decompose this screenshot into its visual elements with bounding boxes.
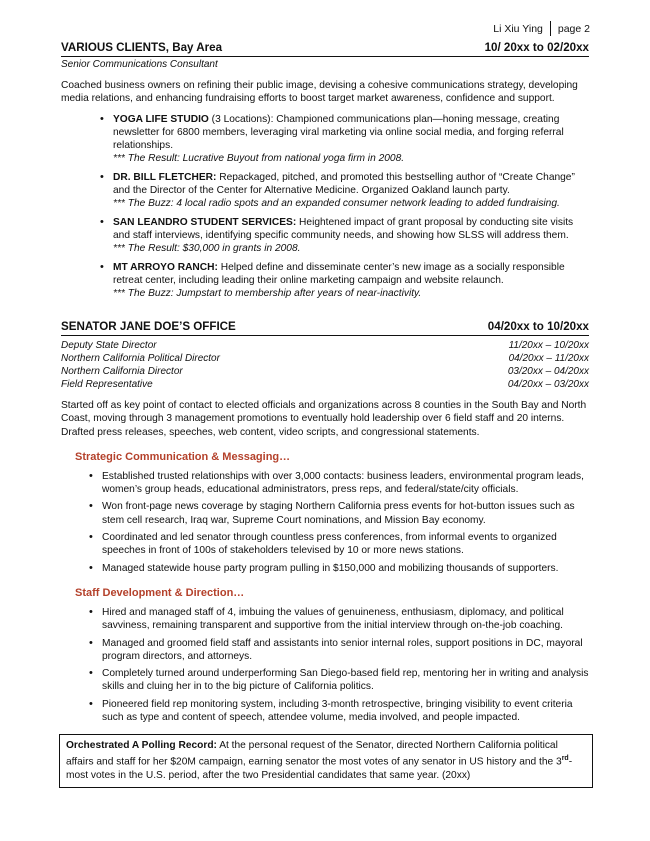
header-divider <box>550 21 551 36</box>
employer-name: SENATOR JANE DOE’S OFFICE <box>61 320 236 333</box>
job-summary: Started off as key point of contact to elected officials and organizations across 8 counties in the South Bay and North Coast, moving through 3 management promotions to eventually hold leadership over 6 field staff and 20 interns. Drafted press releases, speeches, web content, video scripts, and congressional statements. <box>61 400 587 438</box>
job-title: Senior Communications Consultant <box>61 59 218 70</box>
role-row <box>61 365 589 378</box>
client-text: Championed communications plan—honing message, creating newsletter for 6800 members, leveraging viral marketing via online social media, and forging referral relationships. <box>113 113 564 152</box>
client-name: MT ARROYO RANCH: <box>113 261 218 273</box>
client-item <box>61 113 589 166</box>
callout-text-end: -most votes in the U.S. period, after the two Presidential candidates that same year. (20xx) <box>66 756 573 781</box>
header-name: Li Xiu Ying <box>493 22 543 35</box>
callout-lead: Orchestrated A Polling Record: <box>66 740 217 751</box>
role-dates: 04/20xx – 03/20xx <box>507 379 589 390</box>
achievement-item: • Managed and groomed field staff and assistants into senior internal roles, support positions in DC, mayoral program directors, and attorneys. <box>61 637 589 664</box>
role-dates: 04/20xx – 11/20xx <box>508 353 589 364</box>
achievement-item: • Completely turned around underperforming San Diego-based field rep, mentoring her in writing and analysis skills and cluing her in to the big picture of California politics. <box>61 667 589 694</box>
callout-box <box>59 734 593 788</box>
achievement-item: • Won front-page news coverage by staging Northern California press events for hot-button issues such as stem cell research, Iraq war, Supreme Court nominations, and Mission Bay economy. <box>61 500 589 527</box>
client-text: Heightened impact of grant proposal by conducting site visits and staff interviews, identifying specific community needs, and showing how SLSS will address them. <box>113 216 574 241</box>
client-result: *** The Buzz: 4 local radio spots and an expanded consumer network leading to added fundraising. <box>113 198 560 210</box>
section-heading-strategic: Strategic Communication & Messaging… <box>75 450 291 463</box>
job-title-bar <box>61 320 589 336</box>
client-extra: (3 Locations): <box>208 113 274 125</box>
client-text: Helped define and disseminate center’s new image as a socially responsible retreat center, including leading their online marketing campaign and website relaunch. <box>113 261 565 286</box>
client-text: Repackaged, pitched, and promoted this bestselling author of “Create Change” and the Director of the Center for Alternative Medicine. Organized Oakland launch party. <box>113 171 575 197</box>
role-title: Field Representative <box>61 379 153 390</box>
callout-text: At the personal request of the Senator, directed Northern California political affairs and staff for her $20M campaign, earning senator the most votes of any senator in US history and the 3 <box>66 740 562 768</box>
achievement-item: • Established trusted relationships with over 3,000 contacts: business leaders, environmental program leads, women’s group heads, educational administrators, press reps, and federal/state/city officials. <box>61 470 589 497</box>
client-result: *** The Result: Lucrative Buyout from national yoga firm in 2008. <box>113 153 405 165</box>
role-row <box>61 352 589 365</box>
client-result: *** The Buzz: Jumpstart to membership after years of near-inactivity. <box>113 288 422 300</box>
job-title-bar <box>61 41 589 57</box>
role-row <box>61 339 589 352</box>
employer-name: VARIOUS CLIENTS, Bay Area <box>61 41 223 54</box>
role-title: Northern California Director <box>61 366 183 377</box>
callout-superscript: rd <box>561 755 569 763</box>
staff-list <box>61 606 589 724</box>
achievement-item: • Hired and managed staff of 4, imbuing the values of genuineness, enthusiasm, diplomacy, and political savviness, remaining transparent and supportive from the initial interview through on-the-job coaching. <box>61 606 589 633</box>
role-dates: 11/20xx – 10/20xx <box>508 340 589 351</box>
client-item <box>61 261 589 301</box>
page-header <box>493 21 590 36</box>
achievement-item: • Managed statewide house party program pulling in $150,000 and mobilizing thousands of supporters. <box>61 562 589 575</box>
role-title: Northern California Political Director <box>61 353 220 364</box>
section-heading-staff: Staff Development & Direction… <box>75 586 245 599</box>
job-various-clients <box>61 41 589 305</box>
client-name: SAN LEANDRO STUDENT SERVICES: <box>113 216 297 228</box>
strategic-list <box>61 470 589 575</box>
achievement-item: • Coordinated and led senator through countless press conferences, from informal events to organized speeches in front of 100s of stakeholders televised by 10 or more news stations. <box>61 531 589 558</box>
client-name: DR. BILL FLETCHER: <box>113 171 217 183</box>
employment-dates: 04/20xx to 10/20xx <box>487 320 589 333</box>
role-row <box>61 378 589 391</box>
header-page-number: page 2 <box>557 22 590 35</box>
employment-dates: 10/ 20xx to 02/20xx <box>484 41 589 54</box>
role-dates: 03/20xx – 04/20xx <box>507 366 589 377</box>
achievement-item: • Pioneered field rep monitoring system, including 3-month retrospective, bringing visibility to event criteria such as type and content of speech, attendee volume, media involved, and people impacted. <box>61 698 589 725</box>
role-list <box>61 339 589 391</box>
client-list <box>61 113 589 301</box>
job-senator-office <box>61 320 589 728</box>
client-item <box>61 216 589 256</box>
client-result: *** The Result: $30,000 in grants in 2008. <box>113 243 301 255</box>
job-summary: Coached business owners on refining their public image, devising a cohesive communications strategy, developing media relations, and enhancing fundraising efforts to boost target market awareness, confidence and support. <box>61 80 578 105</box>
client-item <box>61 171 589 211</box>
client-name: YOGA LIFE STUDIO <box>113 113 209 125</box>
role-title: Deputy State Director <box>61 340 157 351</box>
